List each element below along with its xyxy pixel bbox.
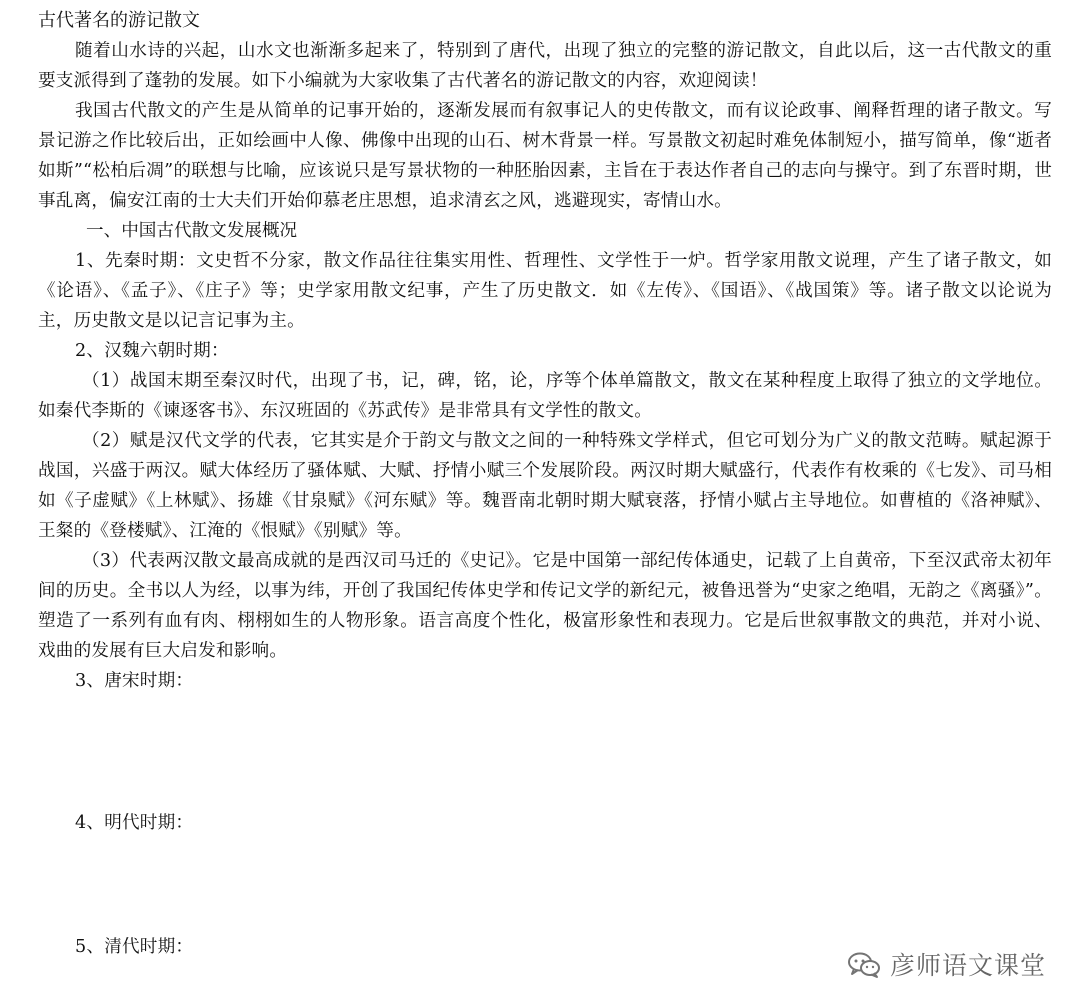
- wechat-icon: [846, 950, 882, 980]
- watermark-text: 彦师语文课堂: [889, 950, 1046, 980]
- subitem-fu-genre: （2）赋是汉代文学的代表，它其实是介于韵文与散文之间的一种特殊文学样式，但它可划分为广义的散文范畴。赋起源于战国，兴盛于两汉。赋大体经历了骚体赋、大赋、抒情小赋三个发展阶段。两汉时期大赋盛行，代表作有枚乘的《七发》、司马相如《子虚赋》《上林赋》、扬雄《甘泉赋》《河东赋》等。魏晋南北朝时期大赋衰落，抒情小赋占主导地位。如曹植的《洛神赋》、王粲的《登楼赋》、江淹的《恨赋》《别赋》等。: [38, 431, 1052, 541]
- item-qing-heading: 5、清代时期：: [75, 937, 194, 957]
- blank-space-tang-song: [38, 696, 1052, 808]
- blank-space-ming: [38, 838, 1052, 932]
- item-han-wei-six-dynasties-heading: 2、汉魏六朝时期：: [75, 341, 229, 361]
- item-tang-song-heading: 3、唐宋时期：: [75, 671, 194, 691]
- item-ming-heading: 4、明代时期：: [75, 813, 194, 833]
- document-title: 古代著名的游记散文: [38, 10, 200, 31]
- subitem-shiji: （3）代表两汉散文最高成就的是西汉司马迁的《史记》。它是中国第一部纪传体通史，记载了上自黄帝，下至汉武帝太初年间的历史。全书以人为经，以事为纬，开创了我国纪传体史学和传记文学的新纪元，被鲁迅誉为“史家之绝唱，无韵之《离骚》”。塑造了一系列有血有肉、栩栩如生的人物形象。语言高度个性化，极富形象性和表现力。它是后世叙事散文的典范，并对小说、戏曲的发展有巨大启发和影响。: [38, 551, 1052, 661]
- watermark: [846, 950, 1046, 980]
- section-heading-overview: 一、中国古代散文发展概况: [86, 221, 298, 241]
- item-pre-qin-period: 1、先秦时期：文史哲不分家，散文作品往往集实用性、哲理性、文学性于一炉。哲学家用散文说理，产生了诸子散文，如《论语》、《孟子》、《庄子》等；史学家用散文纪事，产生了历史散文．如《左传》、《国语》、《战国策》等。诸子散文以论说为主，历史散文是以记言记事为主。: [38, 251, 1052, 331]
- subitem-warring-states-qin-han: （1）战国末期至秦汉时代，出现了书，记，碑，铭，论，序等个体单篇散文，散文在某种程度上取得了独立的文学地位。如秦代李斯的《谏逐客书》、东汉班固的《苏武传》是非常具有文学性的散文。: [38, 371, 1052, 421]
- intro-paragraph-1: 随着山水诗的兴起，山水文也渐渐多起来了，特别到了唐代，出现了独立的完整的游记散文，自此以后，这一古代散文的重要支派得到了蓬勃的发展。如下小编就为大家收集了古代著名的游记散文的内容，欢迎阅读！: [38, 41, 1052, 91]
- intro-paragraph-2: 我国古代散文的产生是从简单的记事开始的，逐渐发展而有叙事记人的史传散文，而有议论政事、阐释哲理的诸子散文。写景记游之作比较后出，正如绘画中人像、佛像中出现的山石、树木背景一样。写景散文初起时难免体制短小，描写简单，像“逝者如斯”“松柏后凋”的联想与比喻，应该说只是写景状物的一种胚胎因素，主旨在于表达作者自己的志向与操守。到了东晋时期，世事乱离，偏安江南的士大夫们开始仰慕老庄思想，追求清玄之风，逃避现实，寄情山水。: [38, 101, 1052, 211]
